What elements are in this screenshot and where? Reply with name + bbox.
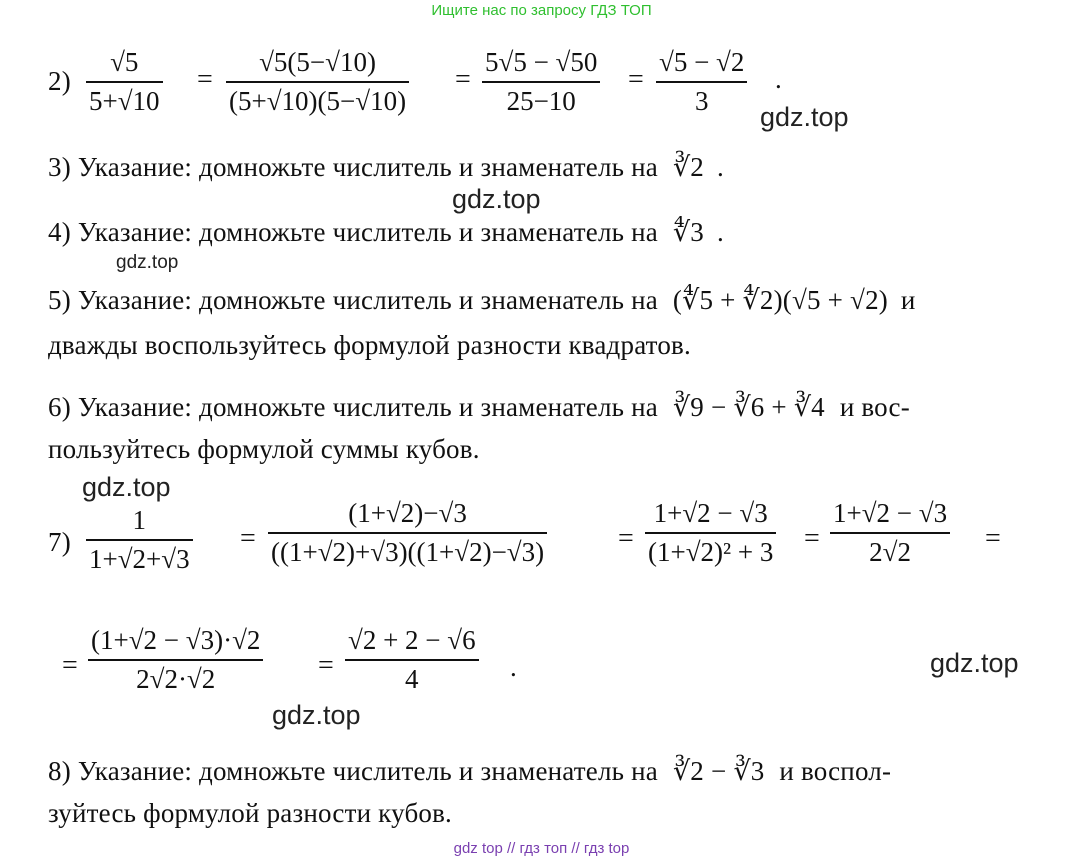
eq2-f4-denominator: 3 [694, 86, 709, 116]
eq2-fraction-1 [86, 47, 163, 117]
hint-6-continuation: пользуйтесь формулой суммы кубов. [48, 434, 480, 464]
fraction-bar [88, 659, 263, 661]
eq7-f2-denominator: ((1+√2)+√3)((1+√2)−√3) [271, 537, 545, 567]
eq7b-f1-denominator: 2√2·√2 [136, 664, 216, 694]
item-2-label: 2) [48, 66, 71, 96]
eq7b-f1-numerator: (1+√2 − √3)·√2 [91, 625, 261, 655]
eq7-fraction-4 [830, 498, 950, 568]
hint-5-expression: (∜5 + ∜2)(√5 + √2) [672, 285, 888, 315]
fraction-bar [656, 81, 747, 83]
equals-sign: = [240, 523, 256, 554]
eq2-f2-numerator: √5(5−√10) [259, 47, 376, 77]
fraction-bar [86, 539, 193, 541]
hint-3 [48, 152, 724, 183]
eq7-f4-numerator: 1+√2 − √3 [833, 498, 948, 528]
hint-6-tail: и вос- [839, 392, 910, 422]
hint-3-expression: ∛2 [672, 152, 704, 182]
eq2-f3-denominator: 25−10 [506, 86, 576, 116]
eq7b-f2-denominator: 4 [405, 664, 419, 694]
equals-sign: = [455, 64, 471, 95]
eq7-fraction-2 [268, 498, 547, 568]
eq2-f4-numerator: √5 − √2 [659, 47, 745, 77]
hint-4-expression: ∜3 [672, 217, 704, 247]
eq7-f3-numerator: 1+√2 − √3 [653, 498, 768, 528]
eq7-fraction-1 [86, 505, 193, 575]
fraction-bar [226, 81, 409, 83]
fraction-bar [86, 81, 163, 83]
hint-8-tail: и воспол- [779, 756, 892, 786]
eq7-f2-numerator: (1+√2)−√3 [348, 498, 467, 528]
equals-sign: = [197, 64, 213, 95]
hint-6-expression: ∛9 − ∛6 + ∛4 [672, 392, 825, 422]
hint-5-tail: и [900, 285, 916, 315]
hint-3-text: 3) Указание: домножьте числитель и знаменатель на [48, 152, 658, 182]
eq2-f3-numerator: 5√5 − √50 [485, 47, 598, 77]
eq7-f1-denominator: 1+√2+√3 [89, 544, 190, 574]
hint-8 [48, 756, 891, 787]
period: . [716, 152, 724, 182]
eq7-f4-denominator: 2√2 [869, 537, 911, 567]
watermark: gdz.top [272, 700, 361, 730]
fraction-bar [830, 532, 950, 534]
eq2-f2-denominator: (5+√10)(5−√10) [229, 86, 407, 116]
hint-8-expression: ∛2 − ∛3 [672, 756, 765, 786]
watermark: gdz.top [760, 102, 849, 132]
hint-4 [48, 217, 724, 248]
equals-sign: = [62, 650, 78, 681]
eq7-f1-numerator: 1 [132, 505, 147, 535]
equals-sign: = [618, 523, 634, 554]
watermark: gdz.top [452, 184, 541, 214]
eq2-fraction-4 [656, 47, 747, 117]
footer-watermark: gdz top // гдз топ // гдз top [453, 840, 630, 857]
eq2-fraction-3 [482, 47, 600, 117]
eq7b-f2-numerator: √2 + 2 − √6 [348, 625, 476, 655]
watermark: gdz.top [930, 648, 1019, 678]
hint-5-continuation: дважды воспользуйтесь формулой разности квадратов. [48, 330, 691, 360]
watermark: gdz.top [82, 472, 171, 502]
equals-sign: = [628, 64, 644, 95]
hint-4-text: 4) Указание: домножьте числитель и знаменатель на [48, 217, 658, 247]
eq7-f3-denominator: (1+√2)² + 3 [648, 537, 774, 567]
hint-8-text: 8) Указание: домножьте числитель и знаменатель на [48, 756, 658, 786]
hint-6-text: 6) Указание: домножьте числитель и знаменатель на [48, 392, 658, 422]
item-7-label: 7) [48, 527, 71, 557]
watermark: gdz.top [116, 252, 179, 273]
period: . [775, 64, 782, 94]
fraction-bar [268, 532, 547, 534]
hint-5 [48, 285, 916, 316]
eq7b-fraction-2 [345, 625, 479, 695]
fraction-bar [645, 532, 776, 534]
equals-sign: = [985, 523, 1001, 554]
equals-sign: = [804, 523, 820, 554]
period: . [510, 652, 517, 682]
hint-8-continuation: зуйтесь формулой разности кубов. [48, 798, 452, 828]
eq2-fraction-2 [226, 47, 409, 117]
search-banner: Ищите нас по запросу ГДЗ ТОП [431, 2, 652, 19]
fraction-bar [482, 81, 600, 83]
eq7b-fraction-1 [88, 625, 263, 695]
equals-sign: = [318, 650, 334, 681]
eq7-fraction-3 [645, 498, 776, 568]
hint-5-text: 5) Указание: домножьте числитель и знаменатель на [48, 285, 658, 315]
eq2-f1-denominator: 5+√10 [89, 86, 160, 116]
eq2-f1-numerator: √5 [110, 47, 139, 77]
hint-6 [48, 392, 910, 423]
fraction-bar [345, 659, 479, 661]
period: . [716, 217, 724, 247]
